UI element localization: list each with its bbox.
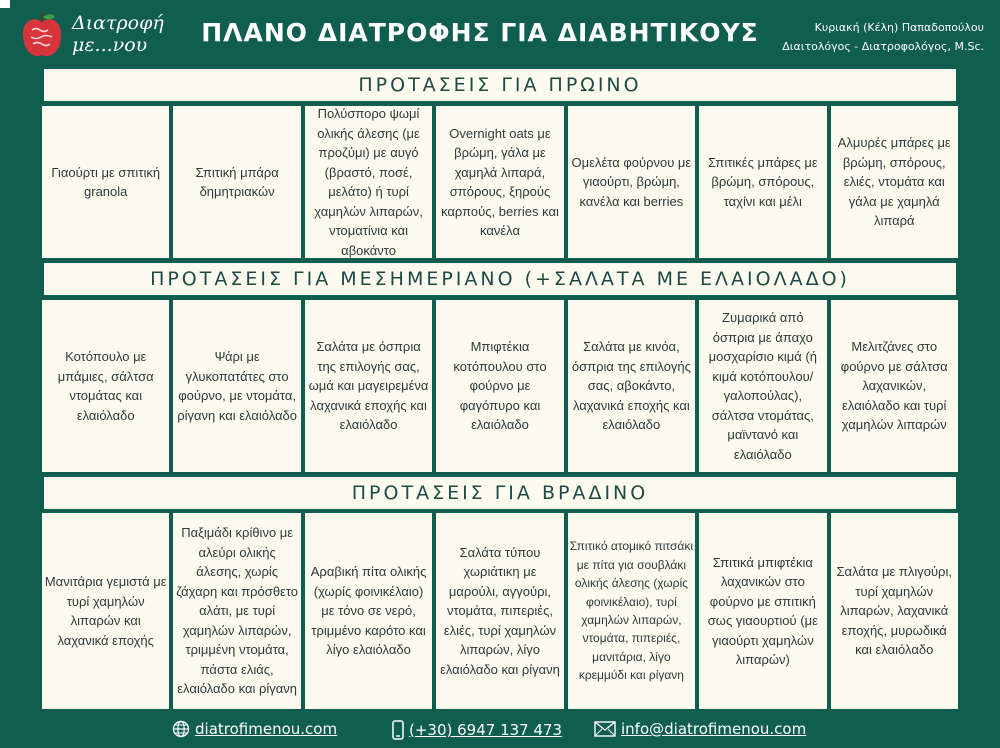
email-link[interactable]: info@diatrofimenou.com (621, 720, 807, 738)
section-title-dinner: ΠΡΟΤΑΣΕΙΣ ΓΙΑ ΒΡΑΔΙΝΟ (44, 477, 956, 509)
section-title-breakfast: ΠΡΟΤΑΣΕΙΣ ΓΙΑ ΠΡΩΙΝΟ (44, 69, 956, 101)
meal-card: Ομελέτα φούρνου με γιαούρτι, βρώμη, κανέλα και berries (568, 106, 695, 258)
meal-card: Σπιτικές μπάρες με βρώμη, σπόρους, ταχίνι και μέλι (699, 106, 826, 258)
meal-card: Overnight oats με βρώμη, γάλα με χαμηλά λιπαρά, σπόρους, ξηρούς καρπούς, berries και κανέλα (436, 106, 563, 258)
author-role: Διαιτολόγος - Διατροφολόγος, M.Sc. (782, 40, 984, 53)
meal-card: Γιαούρτι με σπιτική granola (42, 106, 169, 258)
author-block (782, 18, 984, 56)
section-title-lunch: ΠΡΟΤΑΣΕΙΣ ΓΙΑ ΜΕΣΗΜΕΡΙΑΝΟ (+ΣΑΛΑΤΑ ΜΕ ΕΛΑΙΟΛΑΔΟ) (44, 263, 956, 295)
phone-number[interactable]: (+30) 6947 137 473 (409, 721, 563, 739)
globe-icon (172, 720, 190, 738)
meal-card: Κοτόπουλο με μπάμιες, σάλτσα ντομάτας και ελαιόλαδο (42, 300, 169, 472)
lunch-row (42, 300, 958, 472)
meal-card: Σπιτικό ατομικό πιτσάκι με πίτα για σουβλάκι ολικής άλεσης (χωρίς φοινικέλαιο), τυρί χαμηλών λιπαρών, ντομάτα, πιπεριές, μανιτάρια, λίγο κρεμμύδι και ρίγανη (568, 513, 695, 709)
footer (0, 716, 1000, 746)
footer-website[interactable] (172, 720, 337, 738)
logo-text (72, 12, 164, 56)
footer-email[interactable] (594, 720, 806, 738)
meal-card: Σπιτικά μπιφτέκια λαχανικών στο φούρνο με σπιτική σως γιαουρτιού (με γιαούρτι χαμηλών λιπαρών) (699, 513, 826, 709)
meal-card: Αραβική πίτα ολικής (χωρίς φοινικέλαιο) με τόνο σε νερό, τριμμένο καρότο και λίγο ελαιόλαδο (305, 513, 432, 709)
meal-card: Αλμυρές μπάρες με βρώμη, σπόρους, ελιές, ντομάτα και γάλα με χαμηλά λιπαρά (831, 106, 958, 258)
meal-card: Πολύσπορο ψωμί ολικής άλεσης (με προζύμι) με αυγό (βραστό, ποσέ, μελάτο) ή τυρί χαμηλών λιπαρών, ντοματίνια και αβοκάντο (305, 106, 432, 258)
meal-card: Μανιτάρια γεμιστά με τυρί χαμηλών λιπαρών και λαχανικά εποχής (42, 513, 169, 709)
meal-card: Σαλάτα τύπου χωριάτικη με μαρούλι, αγγούρι, ντομάτα, πιπεριές, ελιές, τυρί χαμηλών λιπαρών, λίγο ελαιόλαδο και ρίγανη (436, 513, 563, 709)
footer-phone[interactable] (392, 720, 562, 740)
logo (18, 8, 178, 62)
meal-card: Ψάρι με γλυκοπατάτες στο φούρνο, με ντομάτα, ρίγανη και ελαιόλαδο (173, 300, 300, 472)
dinner-row (42, 513, 958, 709)
phone-icon (392, 720, 404, 740)
meal-card: Παξιμάδι κρίθινο με αλεύρι ολικής άλεσης, χωρίς ζάχαρη και πρόσθετο αλάτι, με τυρί χαμηλών λιπαρών, τριμμένη ντομάτα, πάστα ελιάς, ελαιόλαδο και ρίγανη (173, 513, 300, 709)
header (0, 0, 1000, 68)
meal-card: Μελιτζάνες στο φούρνο με σάλτσα λαχανικών, ελαιόλαδο και τυρί χαμηλών λιπαρών (831, 300, 958, 472)
apple-brain-icon (20, 12, 64, 60)
website-link[interactable]: diatrofimenou.com (195, 720, 338, 738)
meal-card: Μπιφτέκια κοτόπουλου στο φούρνο με φαγόπυρο και ελαιόλαδο (436, 300, 563, 472)
meal-card: Σαλάτα με κινόα, όσπρια της επιλογής σας, αβοκάντο, λαχανικά εποχής και ελαιόλαδο (568, 300, 695, 472)
page-title: ΠΛΑΝΟ ΔΙΑΤΡΟΦΗΣ ΓΙΑ ΔΙΑΒΗΤΙΚΟΥΣ (201, 18, 759, 47)
logo-line-1: Διατροφή (72, 12, 164, 34)
breakfast-row (42, 106, 958, 258)
meal-card: Σπιτική μπάρα δημητριακών (173, 106, 300, 258)
logo-line-2: με...νου (72, 34, 148, 56)
envelope-icon (594, 721, 616, 737)
meal-card: Ζυμαρικά από όσπρια με άπαχο μοσχαρίσιο κιμά (ή κιμά κοτόπουλου/ γαλοπούλας), σάλτσα ντομάτας, μαϊντανό και ελαιόλαδο (699, 300, 826, 472)
meal-card: Σαλάτα με πλιγούρι, τυρί χαμηλών λιπαρών, λαχανικά εποχής, μυρωδικά και ελαιόλαδο (831, 513, 958, 709)
meal-card: Σαλάτα με όσπρια της επιλογής σας, ωμά και μαγειρεμένα λαχανικά εποχής και ελαιόλαδο (305, 300, 432, 472)
author-name: Κυριακή (Κέλη) Παπαδοπούλου (814, 21, 984, 34)
